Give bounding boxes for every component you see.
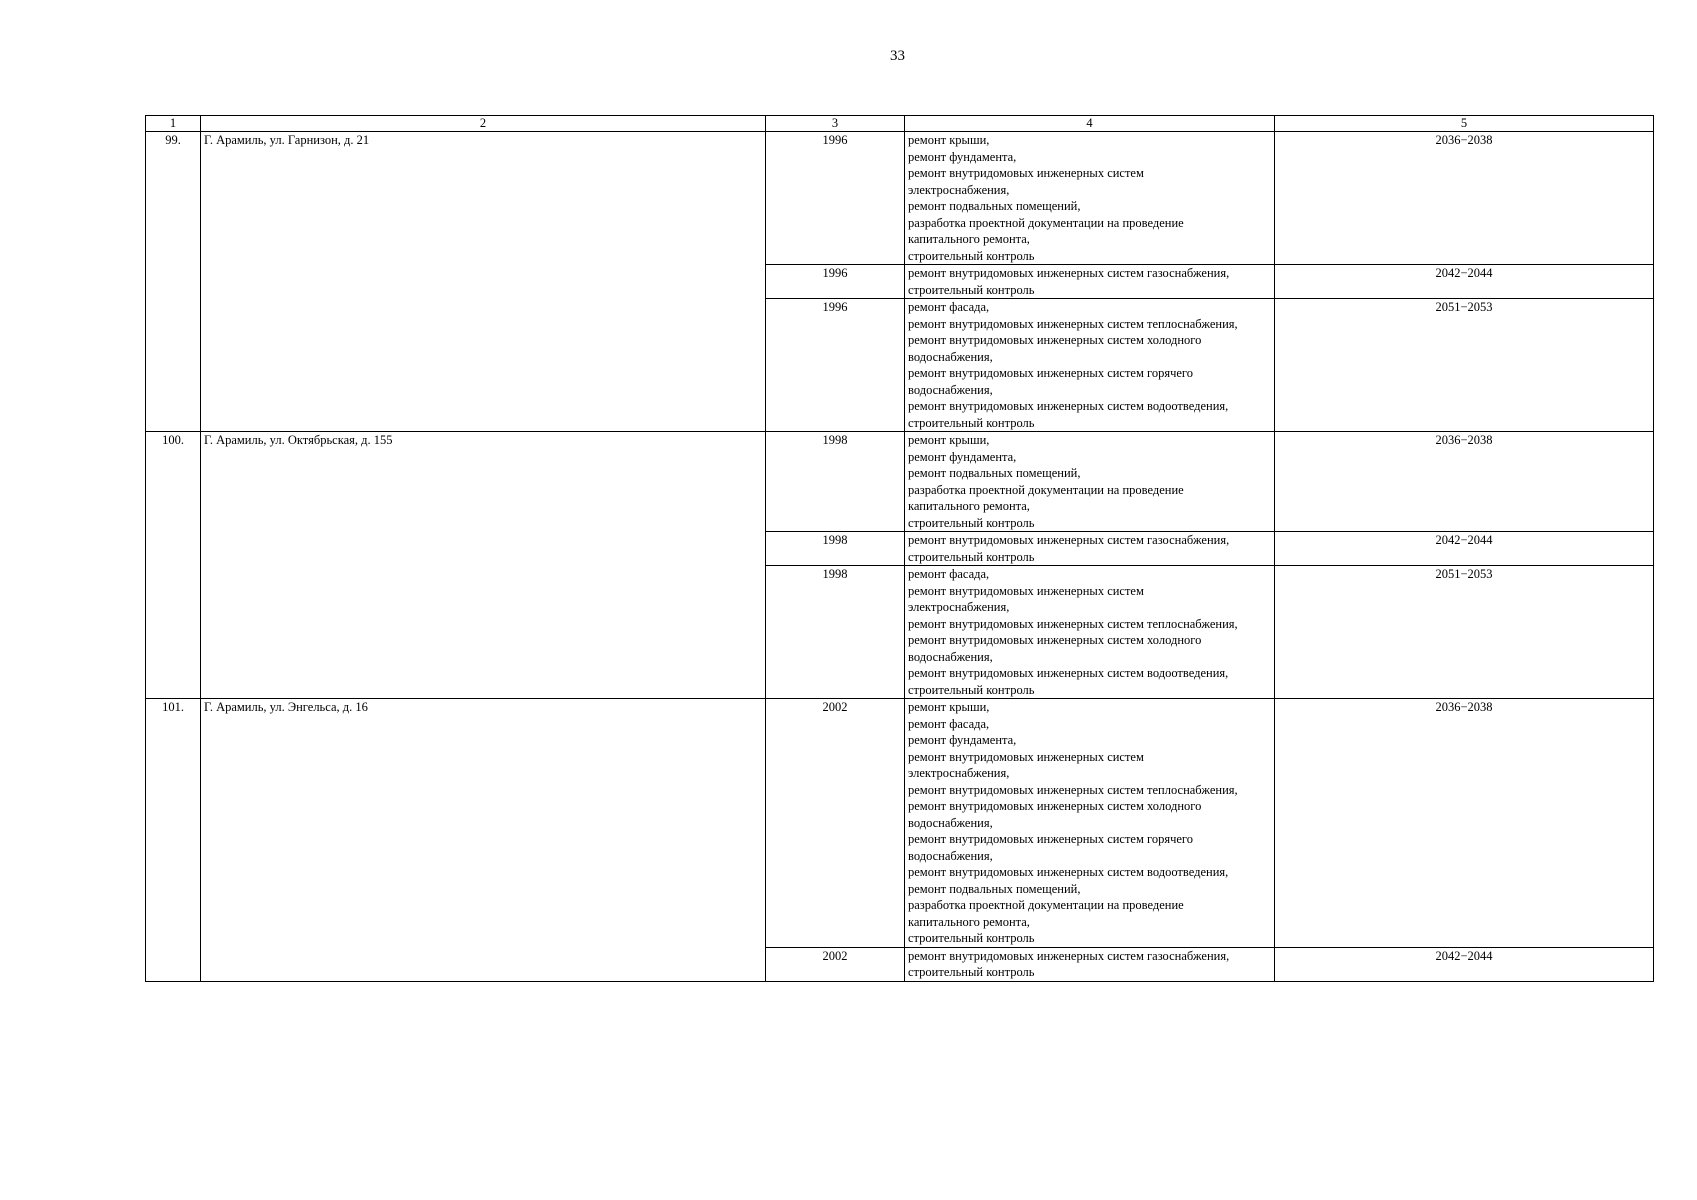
work-item: разработка проектной документации на проведение	[908, 215, 1184, 230]
build-year: 1998	[766, 532, 905, 566]
work-item: ремонт внутридомовых инженерных систем холодного	[908, 333, 1202, 347]
work-item: ремонт внутридомовых инженерных систем теплоснабжения,	[908, 616, 1238, 631]
work-item: ремонт внутридомовых инженерных систем горячего	[908, 832, 1193, 846]
work-item: строительный контроль	[908, 248, 1035, 263]
work-item: ремонт внутридомовых инженерных систем газоснабжения,	[908, 533, 1230, 547]
repair-period: 2036−2038	[1275, 132, 1654, 265]
work-item: ремонт подвальных помещений,	[908, 199, 1081, 213]
repair-period: 2036−2038	[1275, 699, 1654, 948]
build-year: 1996	[766, 132, 905, 265]
work-item: электроснабжения,	[908, 766, 1010, 780]
work-item: ремонт фасада,	[908, 300, 990, 314]
work-item: строительный контроль	[908, 682, 1035, 697]
work-item: строительный контроль	[908, 515, 1035, 530]
header-row	[146, 116, 1654, 132]
build-year: 1996	[766, 265, 905, 299]
work-item: водоснабжения,	[908, 349, 993, 364]
work-item: ремонт подвальных помещений,	[908, 466, 1081, 480]
work-item: ремонт фасада,	[908, 716, 990, 731]
work-item: ремонт внутридомовых инженерных систем газоснабжения,	[908, 266, 1230, 280]
entry-address: Г. Арамиль, ул. Гарнизон, д. 21	[201, 132, 766, 432]
work-item: ремонт внутридомовых инженерных систем теплоснабжения,	[908, 782, 1238, 797]
table-row	[146, 432, 1654, 532]
work-item: ремонт фасада,	[908, 567, 990, 581]
header-col-2: 2	[201, 116, 766, 132]
build-year: 2002	[766, 699, 905, 948]
work-item: капитального ремонта,	[908, 914, 1030, 929]
works-list	[905, 299, 1275, 432]
work-item: водоснабжения,	[908, 815, 993, 830]
work-item: строительный контроль	[908, 415, 1035, 430]
work-item: ремонт внутридомовых инженерных систем	[908, 749, 1144, 764]
work-item: ремонт фундамента,	[908, 449, 1017, 464]
repair-period: 2042−2044	[1275, 265, 1654, 299]
work-item: ремонт внутридомовых инженерных систем холодного	[908, 799, 1202, 813]
work-item: ремонт внутридомовых инженерных систем горячего	[908, 366, 1193, 380]
header-col-3: 3	[766, 116, 905, 132]
work-item: водоснабжения,	[908, 848, 993, 863]
work-item: ремонт фундамента,	[908, 733, 1017, 747]
work-item: ремонт подвальных помещений,	[908, 881, 1081, 896]
works-list	[905, 532, 1275, 566]
works-list	[905, 947, 1275, 981]
work-item: капитального ремонта,	[908, 499, 1030, 513]
work-item: водоснабжения,	[908, 382, 993, 397]
table-body	[146, 132, 1654, 982]
work-item: ремонт внутридомовых инженерных систем водоотведения,	[908, 865, 1229, 879]
works-list	[905, 132, 1275, 265]
work-item: ремонт внутридомовых инженерных систем газоснабжения,	[908, 948, 1230, 963]
repair-period: 2042−2044	[1275, 947, 1654, 981]
build-year: 1996	[766, 299, 905, 432]
entry-address: Г. Арамиль, ул. Энгельса, д. 16	[201, 699, 766, 982]
header-col-1: 1	[146, 116, 201, 132]
works-list	[905, 566, 1275, 699]
work-item: ремонт внутридомовых инженерных систем	[908, 166, 1144, 180]
build-year: 1998	[766, 432, 905, 532]
work-item: разработка проектной документации на проведение	[908, 898, 1184, 912]
entry-number: 100.	[146, 432, 201, 699]
work-item: ремонт внутридомовых инженерных систем	[908, 583, 1144, 598]
work-item: ремонт внутридомовых инженерных систем водоотведения,	[908, 399, 1229, 413]
table-row	[146, 132, 1654, 265]
work-item: ремонт внутридомовых инженерных систем теплоснабжения,	[908, 316, 1238, 331]
work-item: ремонт внутридомовых инженерных систем водоотведения,	[908, 666, 1229, 680]
work-item: ремонт крыши,	[908, 700, 990, 714]
work-item: ремонт крыши,	[908, 133, 990, 147]
work-item: ремонт внутридомовых инженерных систем холодного	[908, 633, 1202, 647]
table-row	[146, 699, 1654, 948]
work-item: строительный контроль	[908, 549, 1035, 564]
capital-repair-table	[145, 115, 1654, 982]
work-item: капитального ремонта,	[908, 232, 1030, 246]
repair-period: 2042−2044	[1275, 532, 1654, 566]
repair-period: 2051−2053	[1275, 299, 1654, 432]
works-list	[905, 432, 1275, 532]
build-year: 2002	[766, 947, 905, 981]
repair-period: 2051−2053	[1275, 566, 1654, 699]
entry-number: 101.	[146, 699, 201, 982]
repair-period: 2036−2038	[1275, 432, 1654, 532]
work-item: строительный контроль	[908, 282, 1035, 297]
work-item: ремонт фундамента,	[908, 149, 1017, 164]
work-item: водоснабжения,	[908, 649, 993, 664]
work-item: ремонт крыши,	[908, 433, 990, 447]
works-list	[905, 265, 1275, 299]
work-item: строительный контроль	[908, 931, 1035, 945]
work-item: электроснабжения,	[908, 182, 1010, 197]
work-item: строительный контроль	[908, 965, 1035, 979]
works-list	[905, 699, 1275, 948]
build-year: 1998	[766, 566, 905, 699]
page-number: 33	[890, 48, 905, 64]
work-item: разработка проектной документации на проведение	[908, 482, 1184, 497]
header-col-5: 5	[1275, 116, 1654, 132]
entry-address: Г. Арамиль, ул. Октябрьская, д. 155	[201, 432, 766, 699]
entry-number: 99.	[146, 132, 201, 432]
work-item: электроснабжения,	[908, 600, 1010, 614]
header-col-4: 4	[905, 116, 1275, 132]
